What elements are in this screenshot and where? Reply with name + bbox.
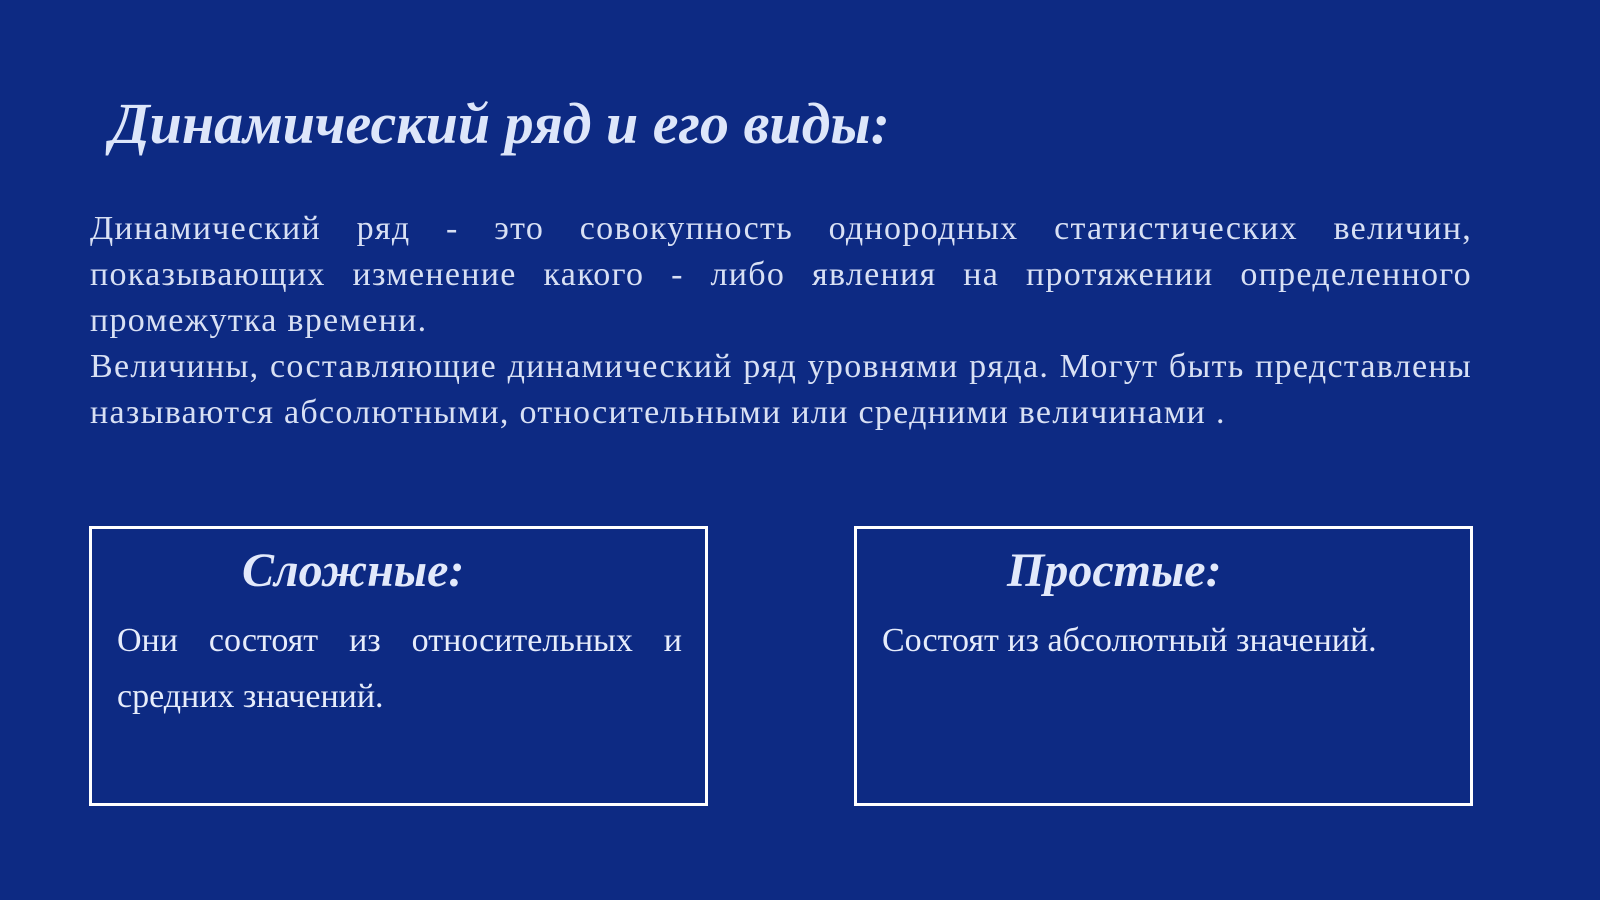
simple-series-box bbox=[854, 526, 1473, 806]
definition-text bbox=[90, 206, 1472, 436]
definition-paragraph: Динамический ряд - это совокупность однородных статистических величин, показывающих изменение какого - либо явления на протяжении определенного промежутка времени. bbox=[90, 210, 1472, 339]
complex-series-box bbox=[89, 526, 708, 806]
levels-paragraph: Величины, составляющие динамический ряд уровнями ряда. Могут быть представлены называются абсолютными, относительными или средними величинами . bbox=[90, 348, 1472, 431]
complex-series-text: Они состоят из относительных и средних значений. bbox=[117, 622, 682, 715]
simple-series-heading: Простые: bbox=[1007, 544, 1222, 597]
complex-series-heading: Сложные: bbox=[242, 544, 465, 597]
slide-title: Динамический ряд и его виды: bbox=[110, 91, 890, 156]
simple-series-text: Состоят из абсолютный значений. bbox=[882, 622, 1377, 659]
